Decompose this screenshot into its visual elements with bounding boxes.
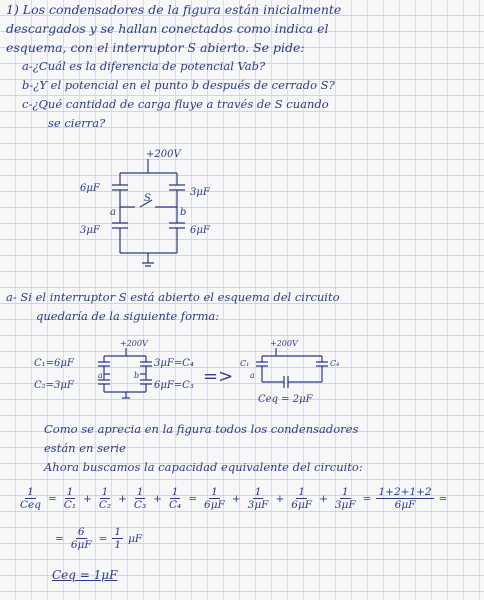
denominator: C₄ <box>168 499 182 511</box>
final-result: Ceq = 1μF <box>52 568 118 582</box>
denominator: 1 <box>114 539 122 551</box>
numerator: 1 <box>114 526 122 538</box>
numerator: 1 <box>211 486 218 498</box>
circuit-diagram-equivalent <box>232 336 352 416</box>
c2-node-a: a <box>98 371 103 380</box>
fraction <box>112 526 123 551</box>
series-line-1: Como se aprecia en la figura todos los condensadores <box>44 422 359 436</box>
supply-label: +200V <box>146 149 181 160</box>
numerator: 1 <box>298 486 305 498</box>
problem-line-1: 1) Los condensadores de la figura están inicialmente <box>6 2 342 17</box>
numerator: 1 <box>254 486 262 498</box>
problem-line-2: descargados y se hallan conectados como indica el <box>6 21 329 36</box>
ceq-label: Ceq = 2μF <box>258 394 313 405</box>
c2-c2-label: C₂=3μF <box>34 380 74 391</box>
c3-node-a: a <box>250 371 255 380</box>
fraction <box>289 486 314 511</box>
c3-c4-label: C₄ <box>330 359 340 368</box>
cap-bottom-left-label: 3μF <box>80 225 100 236</box>
solution-intro-1: a- Si el interruptor S está abierto el esquema del circuito <box>6 290 340 304</box>
denominator: C₂ <box>98 499 112 511</box>
denominator: 6μF <box>291 499 313 511</box>
numerator: 6 <box>77 526 85 538</box>
denominator: 6μF <box>70 539 92 551</box>
simplification-line: = $\frac{6}{6\mu F}$ = $\frac{1}{1}$ μF <box>55 526 143 551</box>
fraction <box>246 486 271 511</box>
numerator: 1 <box>66 486 74 498</box>
denominator: Ceq <box>20 499 41 511</box>
numerator: 1 <box>341 486 349 498</box>
fraction <box>167 486 183 511</box>
c2-c3-label: 6μF=C₃ <box>154 380 194 391</box>
c2-node-b: b <box>134 371 140 380</box>
c3-supply-label: +200V <box>270 339 298 348</box>
series-line-3: Ahora buscamos la capacidad equivalente del circuito: <box>44 460 363 474</box>
c2-supply-label: +200V <box>120 339 148 348</box>
equivalence-arrow: => <box>203 366 234 387</box>
numerator: 1+2+1+2 <box>378 486 432 498</box>
question-c-cont: se cierra? <box>48 116 106 130</box>
cap-top-right-label: 3μF <box>190 187 210 198</box>
cap-top-left-label: 6μF <box>80 183 100 194</box>
fraction <box>69 526 94 551</box>
question-b: b-¿Y el potencial en el punto b después de cerrado S? <box>22 78 335 92</box>
denominator: 3μF <box>334 499 356 511</box>
fraction <box>202 486 227 511</box>
denominator: C₃ <box>133 499 147 511</box>
series-line-2: están en serie <box>44 441 126 455</box>
node-a-label: a <box>110 207 116 218</box>
numerator: 1 <box>27 486 34 498</box>
fraction <box>376 486 433 511</box>
cap-bottom-right-label: 6μF <box>190 225 210 236</box>
question-a: a-¿Cuál es la diferencia de potencial Vab? <box>22 59 266 73</box>
numerator: 1 <box>101 486 109 498</box>
c2-c4-label: 3μF=C₄ <box>154 358 194 369</box>
node-b-label: b <box>180 207 187 218</box>
denominator: 6μF <box>204 499 225 511</box>
fraction <box>97 486 113 511</box>
unit: μF <box>128 532 143 545</box>
numerator: 1 <box>171 486 179 498</box>
denominator: 6μF <box>394 499 416 511</box>
question-c: c-¿Qué cantidad de carga fluye a través de S cuando <box>22 97 329 111</box>
numerator: 1 <box>136 486 144 498</box>
equivalent-capacity-equation: $\frac{1}{\text{Ceq}}$ = $\frac{1}{\text{C₁}}$ + $\frac{1}{\text{C₂}}$ + $\frac{1}{\text{C₃}}$ + $\frac{1}{\text{C₄}}$ = $\frac{1}{6\mu F}$ + $\frac{1}{3\mu F}$ + $\frac{1}{6\mu F}$ + $\frac{1}{3\mu F}$ = $\frac{1+2+1+2}{6\mu F}$ = <box>20 486 448 511</box>
fraction <box>333 486 358 511</box>
fraction <box>62 486 78 511</box>
problem-line-3: esquema, con el interruptor S abierto. Se pide: <box>6 40 305 55</box>
solution-intro-2: quedaría de la siguiente forma: <box>36 309 220 323</box>
denominator: C₁ <box>63 499 77 511</box>
c2-c1-label: C₁=6μF <box>34 358 74 369</box>
switch-label: S <box>144 193 151 204</box>
fraction <box>132 486 148 511</box>
fraction <box>18 486 43 511</box>
circuit-diagram-original <box>60 145 260 275</box>
denominator: 3μF <box>247 499 269 511</box>
c3-c1-label: C₁ <box>240 359 250 368</box>
